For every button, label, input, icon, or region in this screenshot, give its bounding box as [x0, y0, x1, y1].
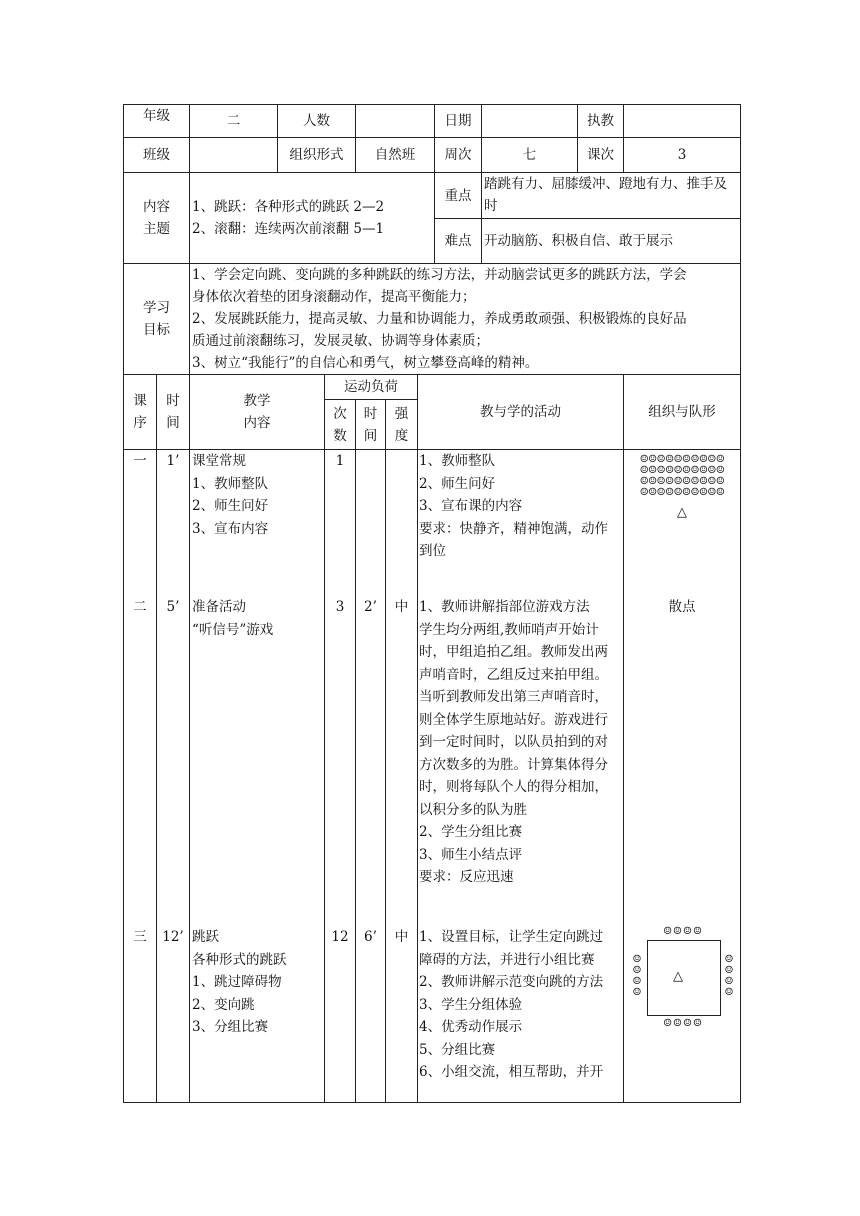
goal-line: 1、学会定向跳、变向跳的多种跳跃的练习方法，并动脑尝试更多的跳跃方法，学会	[192, 267, 687, 283]
seq-cell	[124, 450, 157, 1103]
field-square	[647, 940, 721, 1016]
activity-line: 当听到教师发出第三声哨音时，	[419, 689, 608, 705]
col-load: 运动负荷	[325, 375, 418, 400]
activity-line: 2、教师讲解示范变向跳的方法	[419, 974, 604, 990]
content-cell	[190, 450, 325, 1103]
activity-line: 障碍的方法，并进行小组比赛	[419, 951, 595, 968]
activity-line: 3、宣布课的内容	[419, 498, 523, 514]
teacher-triangle-icon: △	[673, 969, 684, 984]
section-content-line: 准备活动	[192, 599, 246, 615]
section-content-line: “听信号”游戏	[192, 621, 274, 638]
col-dur: 时 间	[356, 400, 386, 450]
activity-line: 6、小组交流，相互帮助，并开	[419, 1064, 604, 1080]
teacher-label: 执教	[578, 105, 624, 138]
content-row-a	[124, 173, 741, 219]
column-header-row-1	[124, 375, 741, 400]
goals-text	[190, 264, 741, 375]
content-label: 内容 主题	[124, 173, 190, 264]
grade-label: 年级	[124, 105, 190, 138]
student-row-icon: ☺☺☺☺☺☺☺☺☺☺	[639, 476, 725, 487]
activity-line: 3、师生小结点评	[419, 846, 523, 863]
students-top-icon: ☺☺☺☺	[663, 926, 703, 937]
formation-text: 散点	[668, 599, 696, 615]
section-duration	[358, 450, 383, 473]
section-intensity: 中	[394, 599, 409, 615]
goal-line: 身体依次着垫的团身滚翻动作，提高平衡能力；	[192, 289, 476, 305]
activity-line: 时，甲组追拍乙组。教师发出两	[419, 644, 608, 660]
activity-line: 要求：快静齐，精神饱满，动作	[419, 520, 608, 537]
teacher-triangle-icon: △	[677, 505, 688, 520]
reps-cell	[325, 450, 356, 1103]
section-content-line: 课堂常规	[192, 453, 246, 469]
section-number: 一	[133, 453, 147, 469]
student-row-icon: ☺☺☺☺☺☺☺☺☺☺	[639, 487, 725, 498]
section-reps: 12	[331, 929, 349, 945]
date-label: 日期	[435, 105, 482, 138]
col-content: 教学 内容	[190, 375, 325, 450]
activity-line: 方次数多的为胜。计算集体得分	[419, 756, 608, 773]
class-label: 班级	[124, 138, 190, 173]
info-row-2	[124, 138, 741, 173]
section-content-line: 跳跃	[192, 929, 219, 945]
square-formation	[627, 926, 737, 1030]
col-reps: 次 数	[325, 400, 356, 450]
student-row-icon: ☺☺☺☺☺☺☺☺☺☺	[639, 454, 725, 465]
org-label: 组织形式	[278, 138, 356, 173]
difficulty-label: 难点	[435, 219, 482, 264]
intensity-cell	[386, 450, 418, 1103]
section-content-line: 1、教师整队	[192, 475, 269, 492]
activity-line: 则全体学生原地站好。游戏进行	[419, 711, 608, 728]
content-item: 1、跳跃：各种形式的跳跃 2—2	[192, 199, 385, 215]
section-reps: 3	[335, 599, 345, 615]
section-intensity: 中	[394, 929, 409, 945]
goal-line: 2、发展跳跃能力，提高灵敏、力量和协调能力，养成勇敢顽强、积极锻炼的良好品	[192, 311, 687, 327]
activity-line: 4、优秀动作展示	[419, 1019, 523, 1035]
students-bottom-icon: ☺☺☺☺	[663, 1018, 703, 1029]
goal-line: 质通过前滚翻练习，发展灵敏、协调等身体素质；	[192, 333, 489, 349]
section-content-line: 2、变向跳	[192, 996, 255, 1013]
key-label: 重点	[435, 173, 482, 219]
section-time: 12’	[162, 929, 184, 945]
lesson-plan-grid	[123, 104, 741, 1103]
section-content-line: 1、跳过障碍物	[192, 974, 282, 990]
activity-line: 到一定时间时，以队员拍到的对	[419, 734, 608, 750]
activity-line: 以积分多的队为胜	[419, 801, 527, 818]
activity-line: 要求：反应迅速	[419, 869, 514, 885]
time-cell	[157, 450, 190, 1103]
col-intensity: 强 度	[386, 400, 418, 450]
lesson-value: 3	[624, 138, 741, 173]
grade-value: 二	[190, 105, 278, 138]
section-time: 5’	[166, 599, 180, 615]
section-duration: 2’	[364, 599, 377, 615]
activity-line: 到位	[419, 543, 446, 559]
section-content-line: 3、宣布内容	[192, 520, 269, 537]
key-text: 踏跳有力、屈膝缓冲、蹬地有力、推手及时	[482, 173, 741, 219]
goals-row	[124, 264, 741, 375]
section-content-line: 2、师生问好	[192, 498, 269, 514]
dur-cell	[356, 450, 386, 1103]
class-value	[190, 138, 278, 173]
count-value	[356, 105, 435, 138]
col-time: 时 间	[157, 375, 190, 450]
students-right-icon: ☺☺☺☺	[724, 954, 734, 998]
section-intensity	[388, 450, 415, 473]
goal-line: 3、树立“我能行”的自信心和勇气，树立攀登高峰的精神。	[192, 355, 539, 371]
org-value: 自然班	[356, 138, 435, 173]
activity-cell	[418, 450, 624, 1103]
section-time: 1’	[166, 453, 180, 469]
section-number: 二	[133, 599, 147, 615]
activity-line: 学生均分两组,教师哨声开始计	[419, 621, 599, 638]
info-row-1	[124, 105, 741, 138]
section-reps: 1	[335, 453, 345, 469]
students-left-icon: ☺☺☺☺	[632, 954, 642, 998]
activity-line: 1、设置目标，让学生定向跳过	[419, 929, 604, 945]
activity-line: 时，则将每队个人的得分相加，	[419, 779, 608, 795]
activity-line: 2、学生分组比赛	[419, 824, 523, 840]
activity-line: 声哨音时，乙组反过来拍甲组。	[419, 666, 608, 683]
student-row-icon: ☺☺☺☺☺☺☺☺☺☺	[639, 465, 725, 476]
section-content-line: 各种形式的跳跃	[192, 951, 287, 968]
count-label: 人数	[278, 105, 356, 138]
activity-line: 3、学生分组体验	[419, 996, 523, 1013]
formation-cell	[624, 450, 741, 1103]
section-number: 三	[133, 929, 147, 945]
col-activity: 教与学的活动	[418, 375, 624, 450]
activity-line: 5、分组比赛	[419, 1041, 496, 1058]
teacher-value	[624, 105, 741, 138]
difficulty-text: 开动脑筋、积极自信、敢于展示	[482, 219, 741, 264]
content-item: 2、滚翻：连续两次前滚翻 5—1	[192, 221, 385, 237]
activity-line: 2、师生问好	[419, 475, 496, 492]
week-value: 七	[482, 138, 578, 173]
date-value	[482, 105, 578, 138]
goals-label: 学习 目标	[124, 264, 190, 375]
activity-line: 1、教师整队	[419, 453, 496, 469]
col-formation: 组织与队形	[624, 375, 741, 450]
body-row	[124, 450, 741, 1103]
activity-line: 1、教师讲解指部位游戏方法	[419, 599, 590, 615]
lesson-label: 课次	[578, 138, 624, 173]
content-items	[190, 173, 435, 264]
section-content-line: 3、分组比赛	[192, 1019, 269, 1035]
section-duration: 6’	[364, 929, 377, 945]
col-seq: 课 序	[124, 375, 157, 450]
week-label: 周次	[435, 138, 482, 173]
